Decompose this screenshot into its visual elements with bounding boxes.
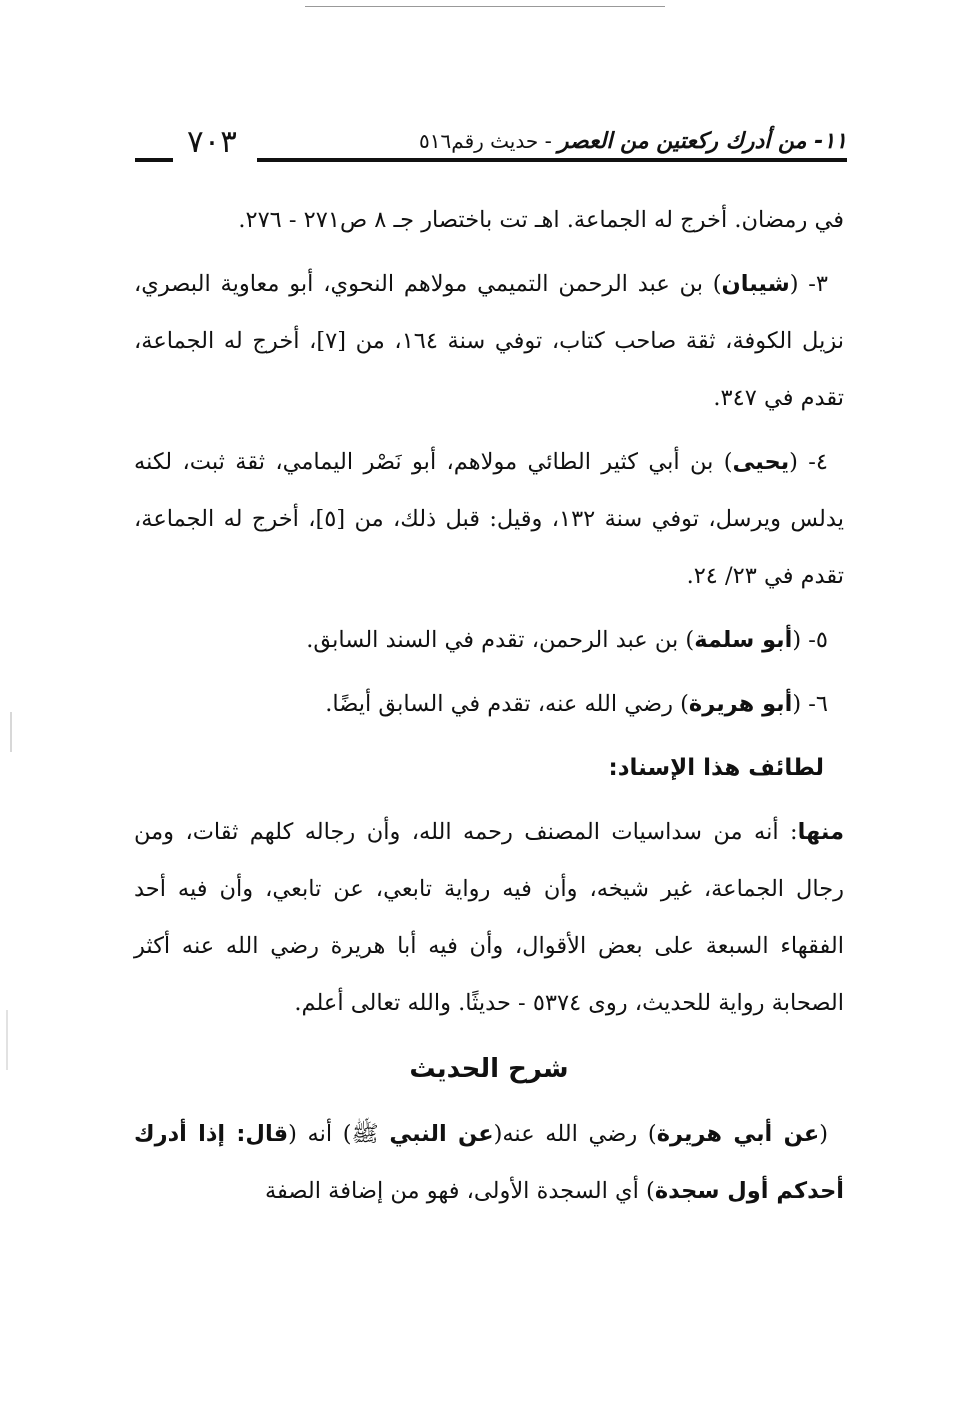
page-body bbox=[134, 192, 844, 1227]
paragraph-text: ﷺ) أنه ( bbox=[288, 1121, 390, 1147]
entry-prefix: ٤- ( bbox=[789, 449, 828, 475]
narrator-entry-3 bbox=[134, 256, 844, 427]
page-number: ٧٠٣ bbox=[187, 124, 237, 160]
top-scan-rule bbox=[305, 6, 665, 7]
scan-artifact bbox=[10, 712, 12, 752]
narrator-name: أبو هريرة bbox=[688, 691, 793, 717]
sharh-paragraph bbox=[134, 1106, 844, 1220]
entry-text: ) بن أبي كثير الطائي مولاهم، أبو نَصْر اليمامي، ثقة ثبت، لكنه يدلس ويرسل، توفي سنة ١٣٢، وقيل: قبل ذلك، من [٥]، أخرج له الجماعة، تقدم في ٢٣/ ٢٤. bbox=[134, 449, 844, 589]
lead-word: منها bbox=[797, 819, 844, 845]
chapter-title: ١١- من أدرك ركعتين من العصر bbox=[557, 129, 847, 154]
quoted-text: عن النبي bbox=[389, 1121, 494, 1147]
paragraph-text: : أنه من سداسيات المصنف رحمه الله، وأن رجاله كلهم ثقات، ومن رجال الجماعة، غير شيخه، وأن فيه رواية تابعي، عن تابعي، وأن فيه أحد الفقهاء السبعة على بعض الأقوال، وأن فيه أبا هريرة رضي الله عنه أكثر الصحابة رواية للحديث، روى ٥٣٧٤ - حديثًا. والله تعالى أعلم. bbox=[134, 819, 844, 1016]
running-head bbox=[419, 126, 847, 157]
entry-prefix: ٥- ( bbox=[792, 627, 828, 653]
paren-text: ( bbox=[819, 1121, 828, 1147]
narrator-entry-5 bbox=[134, 612, 844, 669]
hadith-reference: - حديث رقم٥١٦ bbox=[419, 129, 552, 153]
entry-text: ) رضي الله عنه، تقدم في السابق أيضًا. bbox=[325, 691, 689, 717]
page-header bbox=[135, 122, 847, 172]
entry-text: ) بن عبد الرحمن التميمي مولاهم النحوي، أبو معاوية البصري، نزيل الكوفة، ثقة صاحب كتاب، توفي سنة ١٦٤، من [٧]، أخرج له الجماعة، تقدم في ٣٤٧. bbox=[134, 271, 845, 411]
paragraph-text: ) أي السجدة الأولى، فهو من إضافة الصفة bbox=[264, 1178, 655, 1204]
section-heading-lataif: لطائف هذا الإسناد: bbox=[608, 755, 824, 781]
narrator-name: شيبان bbox=[721, 271, 790, 297]
narrator-name: أبو سلمة bbox=[694, 627, 793, 653]
narrator-entry-4 bbox=[134, 434, 844, 605]
paragraph-continuation: في رمضان. أخرج له الجماعة. اهـ تت باختصار جـ ٨ ص٢٧١ - ٢٧٦. bbox=[238, 207, 844, 233]
quoted-text: عن أبي هريرة bbox=[656, 1121, 820, 1147]
quoted-text: قال: إذا أدرك أحدكم أول سجدة bbox=[134, 1121, 844, 1204]
paragraph-text: ) رضي الله عنه( bbox=[493, 1121, 657, 1147]
lataif-paragraph bbox=[134, 804, 844, 1032]
entry-prefix: ٦- ( bbox=[792, 691, 828, 717]
header-rule bbox=[257, 158, 847, 162]
entry-text: ) بن عبد الرحمن، تقدم في السند السابق. bbox=[306, 627, 695, 653]
entry-prefix: ٣- ( bbox=[789, 271, 828, 297]
narrator-entry-6 bbox=[134, 676, 844, 733]
section-heading-sharh: شرح الحديث bbox=[409, 1054, 569, 1084]
scan-artifact bbox=[6, 1010, 8, 1070]
narrator-name: يحيى bbox=[732, 449, 790, 475]
header-dash bbox=[135, 158, 173, 162]
